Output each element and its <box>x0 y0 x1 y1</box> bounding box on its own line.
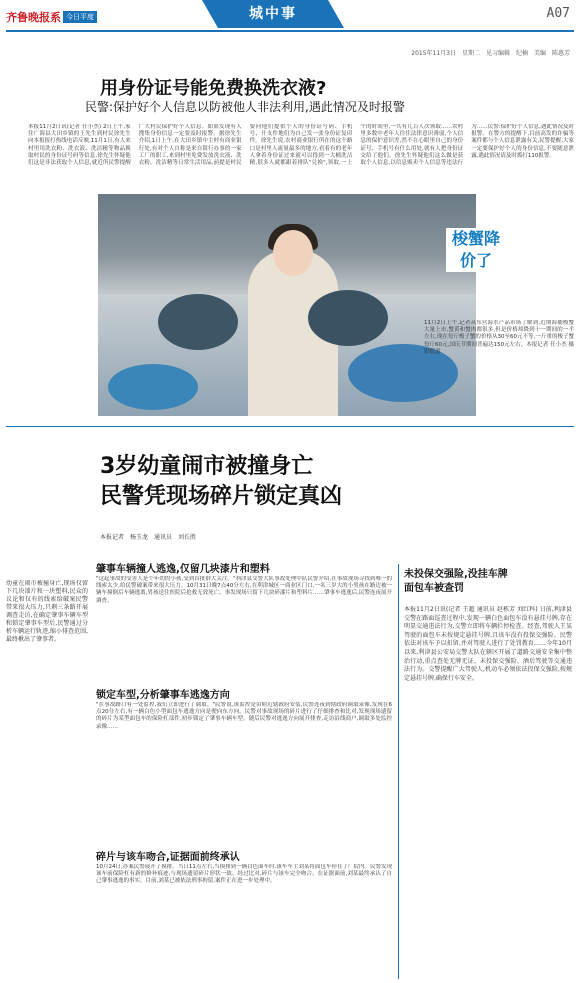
dateline: 2015年11月3日 星期二 见习编辑 纪楠 美编 陈惠芳 <box>411 50 570 57</box>
paper-name: 齐鲁晚报系 <box>6 11 61 24</box>
story3-body: 本报11月2日讯(记者 王超 通讯员 赵栋芳 刘红科) 日前,利津县交警在路面巡查过程中,发现一辆白色面包车没有悬挂号牌,存在明显交通违法行为,交警立即将车辆拦停检查。经查,驾驶人王某驾驶的面包车未按规定悬挂号牌,且该车没有投保交强险。民警依法对该车予以扣留,并对驾驶人进行了处罚教育……今年10月以来,利津县公安局交警大队在辖区开展了道路交通安全集中整治行动,重点查处无牌无证、未投保交强险、酒后驾驶等交通违法行为。交警提醒广大驾驶人,机动车必须依法投保交强险,按规定悬挂号牌,确保行车安全。 <box>404 606 572 682</box>
story2-subhead-1: 肇事车辆撞人逃逸,仅留几块漆片和塑料 <box>96 564 270 575</box>
masthead-logo <box>6 6 126 22</box>
story2-headline-line1: 3岁幼童闹市被撞身亡 <box>100 454 314 479</box>
edition-tag: 今日平度 <box>63 11 97 23</box>
section-divider <box>6 426 574 427</box>
photo-headline: 梭蟹降价了 <box>446 228 506 272</box>
story2-subhead-2: 锁定车型,分析肇事车逃逸方向 <box>96 690 230 701</box>
story2-headline <box>100 452 342 512</box>
story2-sidebar-summary: 幼童在闹市被撞身亡,现场仅留下几块漆片和一块塑料,民众的议论和仅有的线索给破案民警带来很大压力,只剩三条路开展调查走访,在确定肇事车辆车型和锁定肇事车型后,民警通过分析车辆运行轨迹,缩小排查范围,最终揪出了肇事者。 <box>6 580 88 643</box>
crab-photo <box>98 194 476 416</box>
page-number: A07 <box>546 6 570 21</box>
photo-face <box>273 230 313 276</box>
story1-headline: 用身份证号能免费换洗衣液? <box>100 78 327 99</box>
story3-headline-line1: 未投保交强险,没挂车牌 <box>404 569 508 580</box>
story2-body-2: "在事故路口有一处监控,我们立即进行了调取。"民警说,该监控是由附近辖政府安装,民警连夜到辖政府调取录像,发现在6点20分左右,有一辆白色小型面包车逃逸方向是驶向东方向。民警对事故现场的碎片进行了仔细排查和比对,发现现场遗留的碎片为某型面包车的保险杠部件,初步锁定了肇事车辆车型。随后民警对逃逸方向展开排查,走访沿线商户,调取多处监控录像…… <box>96 702 392 730</box>
story2-body-3: 10月24日,办案民警展开了摸排。当日11点左右,当摸排到一辆白色面车时,该车车主刘某将面包车停在了厂院内。民警发现该车前保险杠有新的修补痕迹,与现场遗留碎片形状一致。经过比对,碎片与该车完全吻合。在证据面前,刘某最终承认了自己肇事逃逸的事实。目前,刘某已被依法刑事拘留,案件正在进一步处理中。 <box>96 864 392 885</box>
story2-byline: 本报记者 杨玉龙 通讯员 刘长胜 <box>100 534 197 541</box>
story3-headline <box>404 568 508 596</box>
crab-icon <box>308 290 388 346</box>
story1-subheadline: 民警:保护好个人信息以防被他人非法利用,遇此情况及时报警 <box>85 100 405 114</box>
crab-icon <box>158 294 238 350</box>
header-rule <box>6 30 574 32</box>
story2-body-1: "这起事故的受害人是个年幼的小孩,受到首批群大关注。"利津县交警大队事故处理中队民警介绍,在事故现场寻找到唯一的线索太少,给民警破案带来很大压力。10月31日晚7点40分左右,在利津城区一商业区门口,一名三岁大的小男孩在路边被一辆车撞倒后车辆逃离,男孩送往医院后抢救无效死亡。事发现场只留下几块碎漆片和塑料片……肇事车逃逸后,民警连夜展开调查。 <box>96 576 392 604</box>
photo-caption: 11月2日上午,记者从东营海水产品市场了解到,近期海捕梭蟹大量上市,蟹黄和蟹肉都很多,但是价格却降到十一期间的一半左右,现在每斤梭子蟹的价格从30至60元不等,一斤重的梭子蟹每斤60元,国庆节期间普遍达150元左右。本报记者 任小杰 摄影报道 <box>424 320 574 355</box>
section-title: 城中事 <box>218 0 328 28</box>
story2-subhead-3: 碎片与该车吻合,证据面前终承认 <box>96 852 240 863</box>
photo-tub <box>108 364 198 410</box>
story1-body: 本报11月2日讯(记者 任小杰) 2日上午,家住广海县大田乡镇的王先生到村民徐先生向本报报打热线电话反映,11月1日,有人来村里用洗衣粉、洗衣液、洗洁精等物品换取村民的身份证号码等信息,徐先生怀疑他们这是非法获取个人信息,就近所民警提醒广大村民保护好个人信息。如果发现有人搜集身份信息一定要及时报警。据徐先生介绍,1日上午,在大田乡镇中主村有商业银行处,有对个人自称是来自银行办事的一家工厂的职工,来到村里免费发放洗衣液、洗衣粉、洗洁精等日常生活用品,前提是村民要向他们提供个人的身份证号码、手机号、开支件地们为自己发一张身份证复印件。徐先生说,农村商业银行所在的这个路口是村里人流量最多的地方,看着有的老年人拿着身份证过来就可以得到一大桶洗洁精,很多人就都跟着排队"兑换",领取,一上午的时间里,一共有几百人次领取……农村里多数中老年人往往法律意识薄弱,个人信息的保护意识差,然不在心眼里自己的身份证号、手机号有什么用处,就有人把身份证交给了他们。徐先生怀疑他们这么做是获取个人信息,以信息贩卖个人信息等违法行为……民警:保护好个人信息,遇此情况及时报警。在警方的提醒下,目前高发的诈骗等案件都与个人信息泄露有关,民警提醒,大家一定要保护好个人的身份信息,不要随意泄露,遇此情况请及时拨打110报警。 <box>28 124 574 167</box>
story3-headline-line2: 面包车被查罚 <box>404 583 464 594</box>
story2-headline-line2: 民警凭现场碎片锁定真凶 <box>100 484 343 509</box>
